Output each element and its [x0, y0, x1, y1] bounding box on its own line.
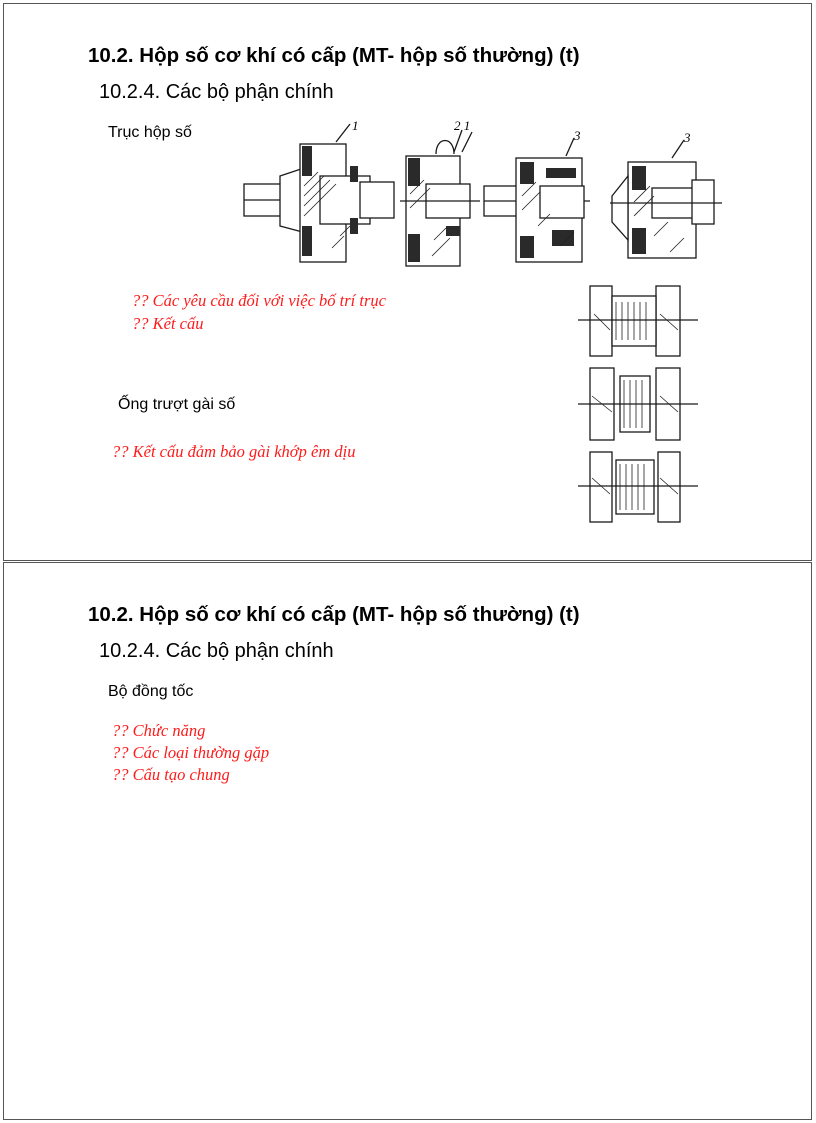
shaft-drawing-3 [484, 128, 590, 262]
question-function: ?? Chức năng [112, 721, 206, 740]
sleeve-drawing-1 [578, 286, 698, 356]
shaft-drawing-1 [244, 118, 394, 262]
question-general-structure: ?? Cấu tạo chung [112, 765, 230, 784]
slide-subtitle: 10.2.4. Các bộ phận chính [99, 81, 334, 103]
question-shaft-requirements: ?? Các yêu cầu đối với việc bố trí trục [132, 291, 386, 310]
figure-label: 3 [574, 128, 581, 143]
figure-label: 1 [352, 118, 359, 133]
slide-subtitle: 10.2.4. Các bộ phận chính [99, 640, 334, 662]
sleeve-drawing-2 [578, 368, 698, 440]
section-label-synchronizer: Bộ đồng tốc [108, 683, 194, 700]
shaft-drawing-4 [610, 130, 722, 258]
figure-label: 2 1 [454, 118, 471, 133]
section-label-shaft: Trục hộp số [108, 124, 192, 141]
question-common-types: ?? Các loại thường gặp [112, 743, 270, 762]
section-label-sliding-sleeve: Ống trượt gài số [118, 396, 236, 413]
slide-2 [3, 562, 812, 1120]
shaft-drawing-2 [400, 118, 480, 266]
question-smooth-engagement: ?? Kết cấu đảm bảo gài khớp êm dịu [112, 442, 356, 461]
slide-title: 10.2. Hộp số cơ khí có cấp (MT- hộp số thường) (t) [88, 603, 580, 626]
sliding-sleeve-drawings-figure [576, 280, 700, 526]
slide-title: 10.2. Hộp số cơ khí có cấp (MT- hộp số thường) (t) [88, 44, 580, 67]
question-shaft-structure: ?? Kết cấu [132, 314, 204, 333]
sleeve-drawing-3 [578, 452, 698, 522]
figure-label: 3 [684, 130, 691, 145]
shaft-drawings-figure [240, 116, 724, 271]
slide-1 [3, 3, 812, 561]
